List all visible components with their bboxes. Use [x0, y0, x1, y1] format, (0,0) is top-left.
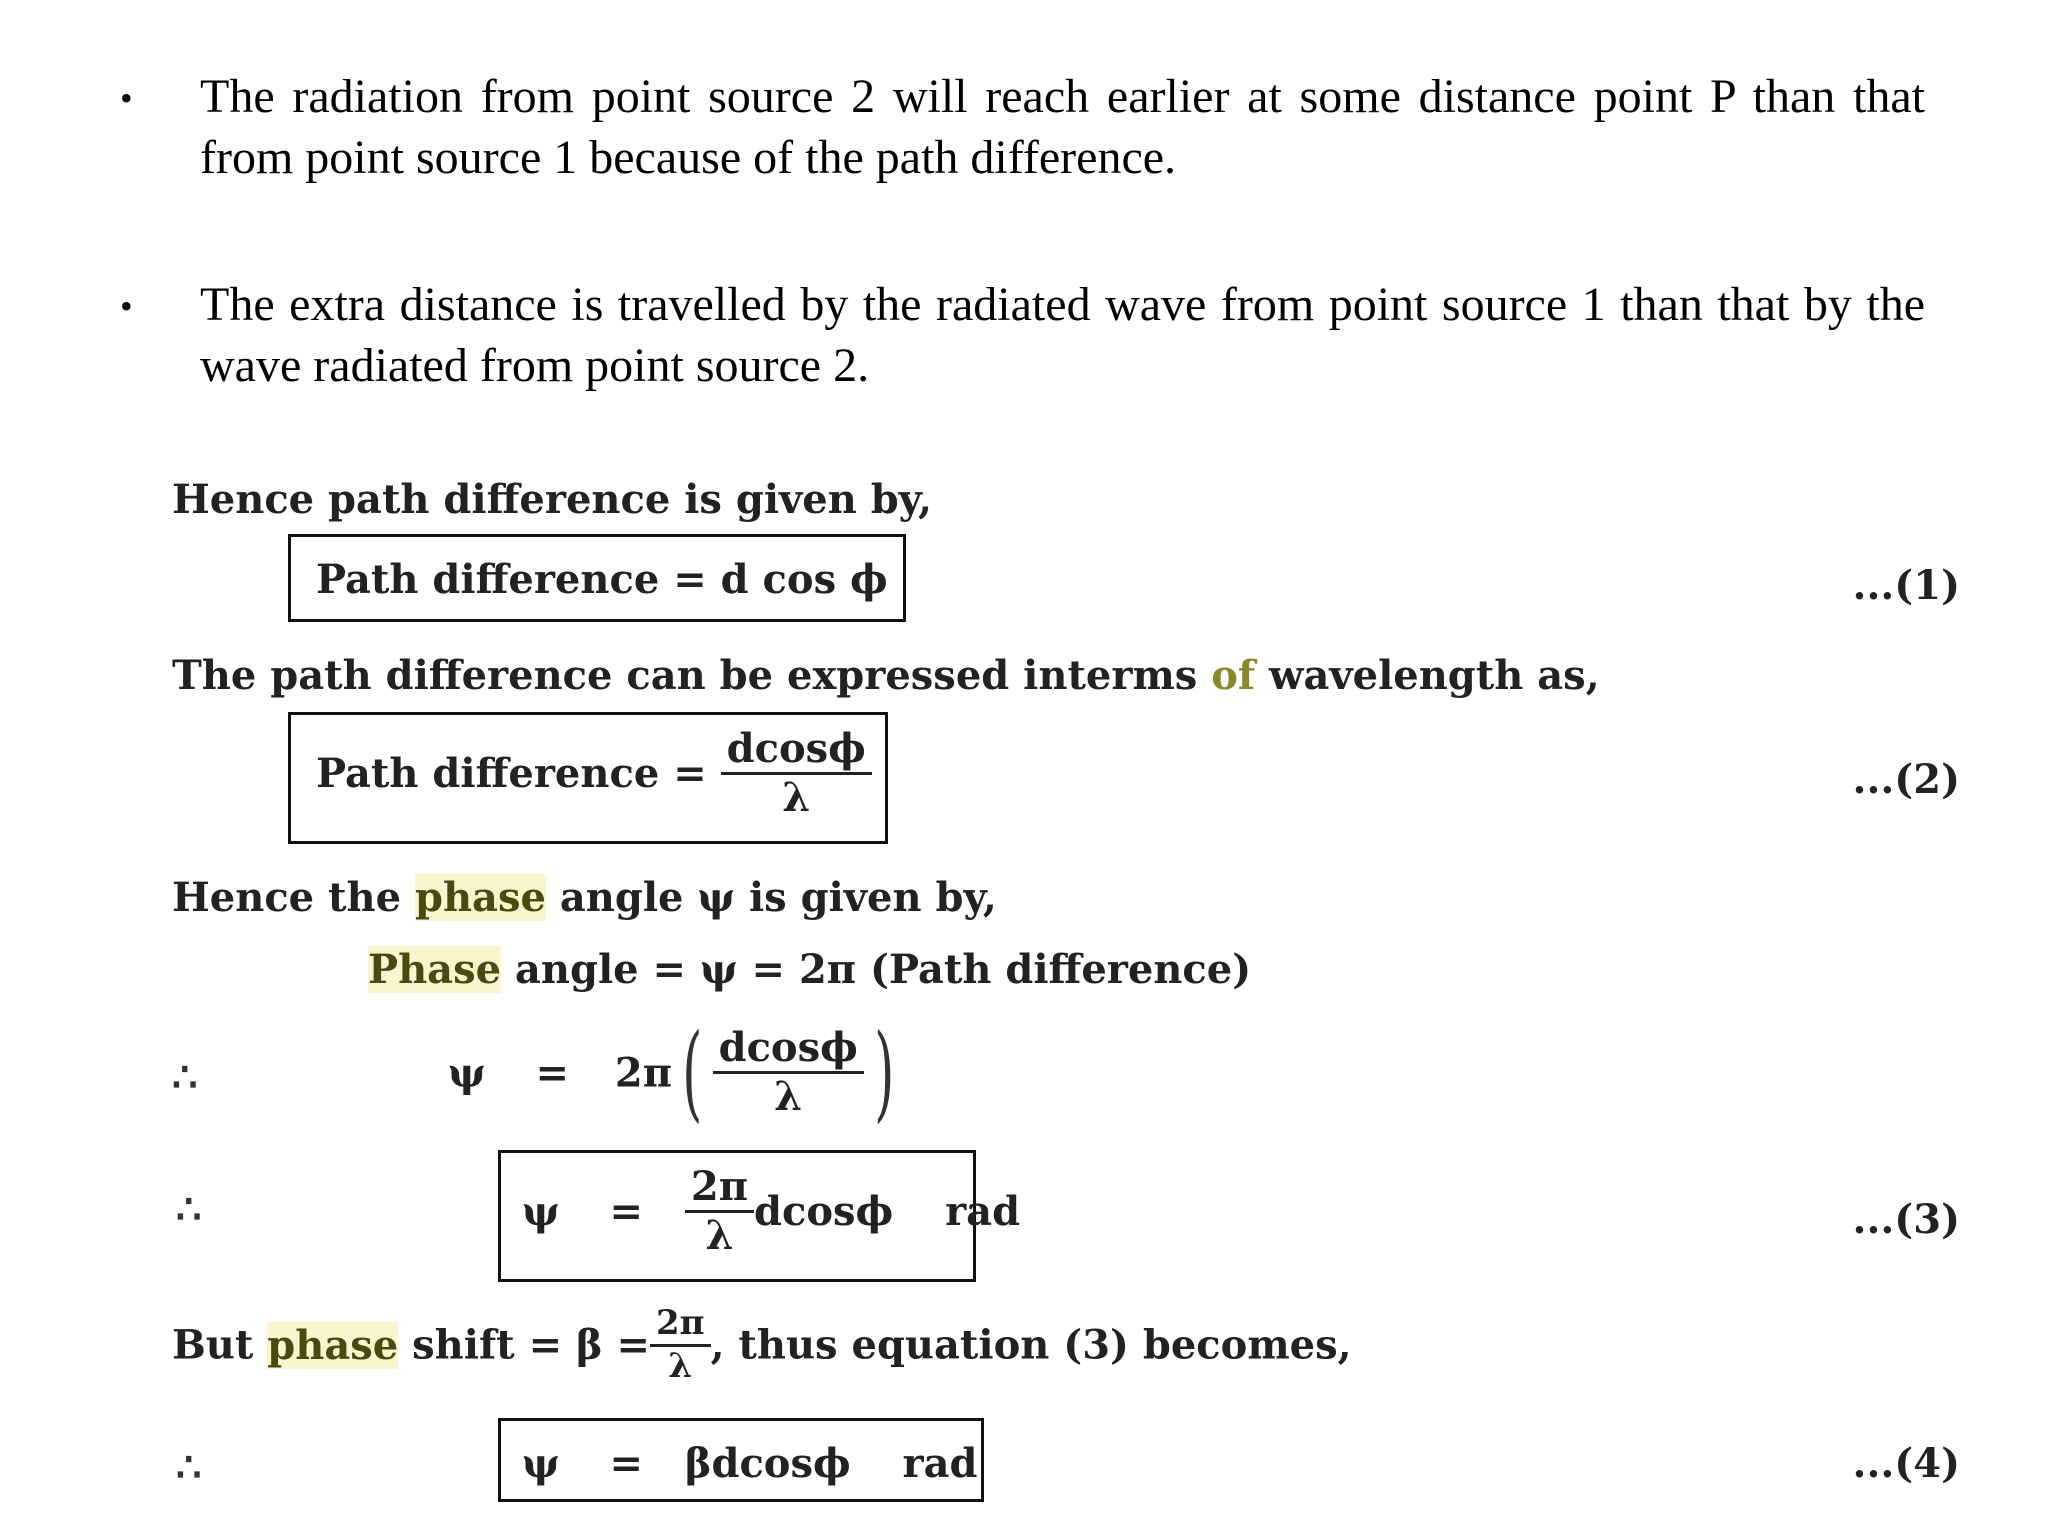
equation-2-fraction [721, 725, 872, 821]
equation-4-unit: rad [902, 1440, 978, 1487]
equation-2-equals: = [673, 750, 707, 797]
fraction-denominator: λ [705, 1212, 734, 1259]
equation-4-equals: = [609, 1440, 644, 1487]
equation-number-1: ...(1) [1852, 562, 1960, 609]
equation-number-3: ...(3) [1852, 1196, 1960, 1243]
fraction-denominator: λ [774, 1073, 803, 1121]
equation-2-lhs: Path difference [316, 750, 660, 797]
equation-3-equals: = [609, 1188, 644, 1235]
equation-2 [316, 725, 872, 821]
equation-3-unit: rad [945, 1188, 1021, 1235]
highlighted-word: of [1211, 652, 1256, 699]
equation-psi-equals: = [535, 1049, 570, 1097]
equation-4-rest: βdcosϕ [684, 1440, 851, 1487]
highlighted-word: Phase [368, 946, 502, 993]
statement-text: shift = β = [398, 1321, 651, 1369]
bullet-symbol: • [120, 286, 133, 326]
phase-shift-fraction [650, 1303, 711, 1386]
intro-text: angle ψ is given by, [545, 874, 997, 921]
intro-text: wavelength as, [1255, 652, 1600, 699]
fraction-numerator: dcosϕ [726, 725, 866, 772]
equation-1-equals: = [673, 556, 707, 603]
equation-number-4: ...(4) [1852, 1440, 1960, 1487]
fraction-numerator: 2π [690, 1163, 749, 1210]
therefore-symbol: ∴ [176, 1445, 202, 1490]
therefore-symbol: ∴ [172, 1055, 198, 1100]
equation-1 [316, 556, 888, 603]
right-paren: ) [873, 1011, 895, 1133]
highlighted-word: phase [267, 1321, 399, 1369]
equation-1-lhs: Path difference [316, 556, 660, 603]
phase-shift-statement [172, 1303, 1352, 1386]
equation-4 [522, 1440, 978, 1487]
therefore-symbol: ∴ [176, 1187, 202, 1232]
equation-3 [522, 1163, 1021, 1259]
statement-text: , thus equation (3) becomes, [710, 1321, 1352, 1369]
phase-angle-definition [368, 946, 1251, 993]
derivation-intro-path: Hence path difference is given by, [172, 476, 933, 523]
equation-number-2: ...(2) [1852, 756, 1960, 803]
bullet-paragraph: The radiation from point source 2 will reach earlier at some distance point P than that from point source 1 because of the path difference. [200, 70, 1925, 184]
left-paren: ( [682, 1011, 703, 1133]
equation-3-rest: dcosϕ [754, 1188, 894, 1235]
definition-text: angle = ψ = 2π (Path difference) [501, 946, 1252, 993]
equation-psi-coefficient: 2π [614, 1049, 673, 1097]
equation-4-lhs: ψ [522, 1440, 560, 1487]
derivation-intro-phase [172, 874, 997, 921]
fraction-numerator: dcosϕ [718, 1024, 858, 1072]
equation-psi-fraction [713, 1024, 864, 1121]
fraction-denominator: λ [782, 774, 811, 821]
bullet-paragraph: The extra distance is travelled by the radiated wave from point source 1 than that by the wave radiated from point source 2. [200, 278, 1925, 392]
fraction-denominator: λ [668, 1345, 693, 1386]
equation-3-lhs: ψ [522, 1188, 560, 1235]
bullet-symbol: • [120, 78, 133, 118]
equation-3-fraction [685, 1163, 754, 1259]
highlighted-word: phase [415, 874, 546, 921]
fraction-numerator: 2π [656, 1303, 705, 1343]
statement-text: But [172, 1321, 268, 1369]
intro-text: The path difference can be expressed interms [172, 652, 1212, 699]
derivation-intro-wavelength [172, 652, 1600, 699]
intro-text: Hence the [172, 874, 415, 921]
equation-1-rhs: d cos ϕ [720, 556, 888, 603]
equation-psi [448, 1011, 904, 1133]
equation-psi-lhs: ψ [448, 1049, 486, 1097]
